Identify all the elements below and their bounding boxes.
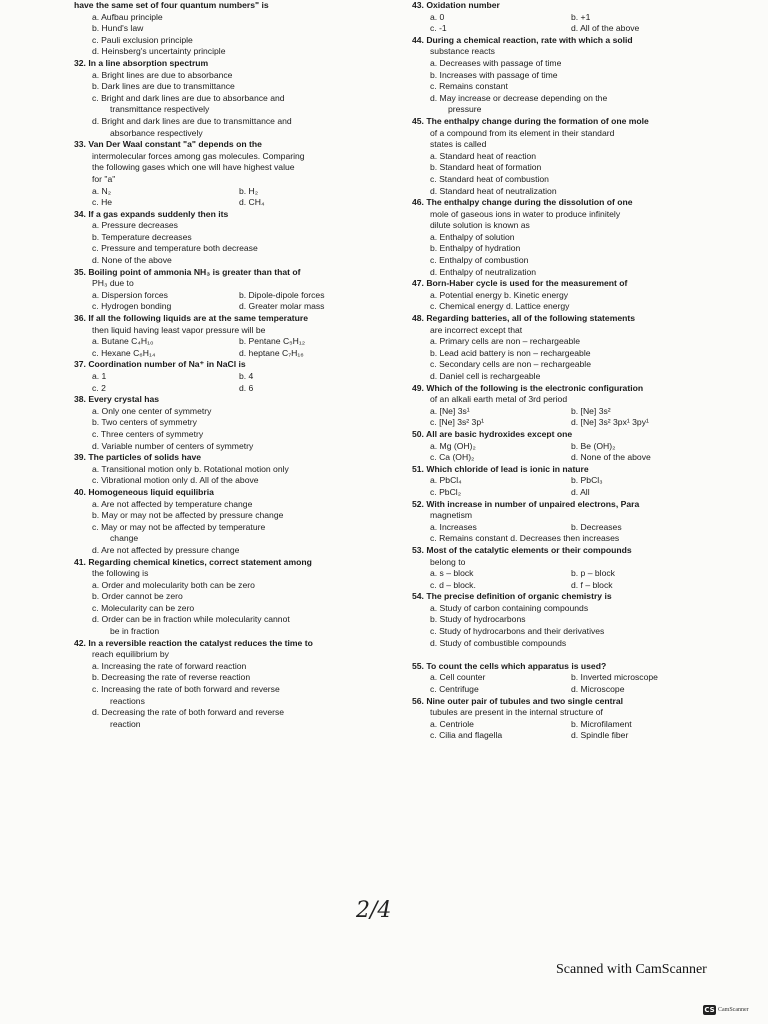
question-stem: 34. If a gas expands suddenly then its bbox=[74, 208, 229, 219]
answer-line: b. Dark lines are due to transmittance bbox=[92, 81, 235, 92]
answer-line: change bbox=[110, 533, 139, 544]
option-right: d. f – block bbox=[571, 579, 613, 590]
answer-line: c. May or may not be affected by temperature bbox=[92, 521, 266, 532]
answer-line: d. Study of combustible compounds bbox=[430, 637, 567, 648]
answer-line: tubules are present in the internal structure of bbox=[430, 707, 603, 718]
option-left: a. PbCl₄ bbox=[430, 475, 462, 486]
answer-line: a. Pressure decreases bbox=[92, 220, 178, 231]
answer-line: c. Remains constant bbox=[430, 81, 508, 92]
camscanner-name: CamScanner bbox=[718, 1007, 749, 1013]
option-pair bbox=[74, 301, 386, 313]
option-left: a. s – block bbox=[430, 568, 474, 579]
question-stem: 42. In a reversible reaction the catalyst reduces the time to bbox=[74, 637, 313, 648]
answer-line: b. Temperature decreases bbox=[92, 231, 192, 242]
answer-line: PH₃ due to bbox=[92, 278, 134, 289]
scanner-watermark: Scanned with CamScanner bbox=[556, 962, 707, 977]
answer-line: d. Decreasing the rate of both forward and reverse bbox=[92, 707, 285, 718]
option-pair bbox=[74, 197, 386, 209]
option-left: a. 0 bbox=[430, 11, 445, 22]
answer-line: intermolecular forces among gas molecules. Comparing bbox=[92, 150, 305, 161]
question-stem: 45. The enthalpy change during the formation of one mole bbox=[412, 115, 649, 126]
answer-line: states is called bbox=[430, 139, 487, 150]
answer-line: c. Secondary cells are non – rechargeable bbox=[430, 359, 591, 370]
answer-line: b. Order cannot be zero bbox=[92, 591, 183, 602]
answer-line: c. Pauli exclusion principle bbox=[92, 34, 193, 45]
answer-line: c. Vibrational motion only d. All of the above bbox=[92, 475, 259, 486]
blank-line bbox=[412, 649, 712, 661]
answer-line: mole of gaseous ions in water to produce infinitely bbox=[430, 208, 621, 219]
answer-line: d. Bright and dark lines are due to transmittance and bbox=[92, 115, 292, 126]
answer-line: the following is bbox=[92, 568, 149, 579]
answer-line: a. Aufbau principle bbox=[92, 11, 163, 22]
option-left: a. 1 bbox=[92, 371, 107, 381]
answer-line: a. Bright lines are due to absorbance bbox=[92, 69, 233, 80]
option-left: a. Butane C₄H₁₀ bbox=[92, 336, 154, 347]
question-stem: 41. Regarding chemical kinetics, correct statement among bbox=[74, 556, 312, 567]
question-stem: 43. Oxidation number bbox=[412, 0, 500, 10]
option-pair bbox=[74, 186, 386, 198]
answer-line: d. Order can be in fraction while molecularity cannot bbox=[92, 614, 290, 625]
question-stem: 51. Which chloride of lead is ionic in nature bbox=[412, 463, 589, 474]
question-stem: 33. Van Der Waal constant "a" depends on the bbox=[74, 139, 262, 150]
option-pair bbox=[412, 12, 712, 24]
option-right: b. Dipole-dipole forces bbox=[239, 289, 325, 300]
option-right: d. [Ne] 3s² 3px¹ 3py¹ bbox=[571, 417, 649, 428]
answer-line: reaction bbox=[110, 718, 141, 729]
question-stem: 54. The precise definition of organic chemistry is bbox=[412, 591, 612, 602]
question-stem: 47. Born-Haber cycle is used for the measurement of bbox=[412, 278, 628, 289]
answer-line: c. Standard heat of combustion bbox=[430, 173, 549, 184]
option-left: a. [Ne] 3s¹ bbox=[430, 405, 470, 416]
answer-line: reactions bbox=[110, 695, 145, 706]
answer-line: d. Daniel cell is rechargeable bbox=[430, 371, 541, 381]
answer-line: a. Transitional motion only b. Rotational motion only bbox=[92, 463, 289, 474]
answer-line: a. Increasing the rate of forward reaction bbox=[92, 660, 247, 671]
answer-line: c. Increasing the rate of both forward and reverse bbox=[92, 684, 280, 695]
option-right: b. [Ne] 3s² bbox=[571, 405, 611, 416]
option-pair bbox=[412, 487, 712, 499]
option-right: b. Inverted microscope bbox=[571, 672, 658, 683]
option-pair bbox=[74, 290, 386, 302]
option-pair bbox=[74, 371, 386, 383]
answer-line: a. Study of carbon containing compounds bbox=[430, 602, 589, 613]
answer-line: substance reacts bbox=[430, 46, 495, 57]
answer-line: for "a" bbox=[92, 173, 116, 184]
answer-line: pressure bbox=[448, 104, 482, 115]
option-pair bbox=[412, 475, 712, 487]
question-stem: 56. Nine outer pair of tubules and two single central bbox=[412, 695, 624, 706]
answer-line: the following gases which one will have highest value bbox=[92, 162, 295, 173]
answer-line: of a compound from its element in their standard bbox=[430, 127, 615, 138]
option-right: d. Greater molar mass bbox=[239, 301, 325, 312]
option-right: d. Microscope bbox=[571, 684, 625, 695]
page-number: 2/4 bbox=[356, 898, 392, 923]
option-pair bbox=[412, 719, 712, 731]
right-column bbox=[412, 0, 712, 742]
option-left: c. Hydrogen bonding bbox=[92, 301, 172, 312]
answer-line: a. Only one center of symmetry bbox=[92, 405, 212, 416]
option-right: d. CH₄ bbox=[239, 197, 265, 208]
answer-line: absorbance respectively bbox=[110, 127, 203, 138]
answer-line: d. None of the above bbox=[92, 255, 172, 266]
question-stem: 48. Regarding batteries, all of the following statements bbox=[412, 313, 636, 324]
option-right: d. All of the above bbox=[571, 23, 640, 34]
question-stem: 50. All are basic hydroxides except one bbox=[412, 428, 573, 439]
option-pair bbox=[412, 568, 712, 580]
option-left: c. Cilia and flagella bbox=[430, 730, 503, 741]
option-right: d. heptane C₇H₁₆ bbox=[239, 347, 304, 358]
answer-line: b. Lead acid battery is non – rechargeable bbox=[430, 347, 591, 358]
answer-line: of an alkali earth metal of 3rd period bbox=[430, 394, 568, 405]
question-stem: 38. Every crystal has bbox=[74, 394, 160, 405]
question-stem: 37. Coordination number of Na⁺ in NaCl is bbox=[74, 359, 246, 370]
answer-line: c. Molecularity can be zero bbox=[92, 602, 195, 613]
camscanner-logo bbox=[703, 1005, 749, 1015]
option-left: a. Mg (OH)₂ bbox=[430, 440, 476, 451]
answer-line: be in fraction bbox=[110, 626, 160, 637]
camscanner-icon: CS bbox=[704, 1006, 715, 1014]
answer-line: magnetism bbox=[430, 510, 473, 521]
answer-line: a. Primary cells are non – rechargeable bbox=[430, 336, 580, 347]
answer-line: b. May or may not be affected by pressure change bbox=[92, 510, 284, 521]
option-pair bbox=[412, 441, 712, 453]
option-right: d. None of the above bbox=[571, 452, 651, 463]
question-stem: 46. The enthalpy change during the dissolution of one bbox=[412, 197, 633, 208]
option-left: c. 2 bbox=[92, 382, 106, 393]
question-stem: 53. Most of the catalytic elements or their compounds bbox=[412, 544, 632, 555]
answer-line: a. Standard heat of reaction bbox=[430, 150, 537, 161]
answer-line: b. Two centers of symmetry bbox=[92, 417, 197, 428]
option-left: a. Dispersion forces bbox=[92, 289, 168, 300]
option-right: d. All bbox=[571, 486, 590, 497]
option-left: a. Cell counter bbox=[430, 672, 486, 683]
answer-line: c. Study of hydrocarbons and their derivatives bbox=[430, 626, 605, 637]
option-right: b. Be (OH)₂ bbox=[571, 440, 616, 451]
answer-line: then liquid having least vapor pressure will be bbox=[92, 324, 266, 335]
answer-line: reach equilibrium by bbox=[92, 649, 169, 660]
option-pair bbox=[412, 23, 712, 35]
answer-line: transmittance respectively bbox=[110, 104, 210, 115]
question-stem: 32. In a line absorption spectrum bbox=[74, 57, 209, 68]
answer-line: c. Three centers of symmetry bbox=[92, 428, 204, 439]
answer-line: d. Variable number of centers of symmetry bbox=[92, 440, 254, 451]
option-pair bbox=[412, 684, 712, 696]
option-left: a. Increases bbox=[430, 521, 477, 532]
answer-line: b. Standard heat of formation bbox=[430, 162, 542, 173]
answer-line: b. Study of hydrocarbons bbox=[430, 614, 526, 625]
answer-line: d. Standard heat of neutralization bbox=[430, 185, 557, 196]
option-left: c. PbCl₂ bbox=[430, 486, 462, 497]
answer-line: belong to bbox=[430, 556, 466, 567]
option-left: c. -1 bbox=[430, 23, 447, 34]
option-left: a. Centriole bbox=[430, 718, 474, 729]
option-right: b. Decreases bbox=[571, 521, 622, 532]
question-stem: 55. To count the cells which apparatus is used? bbox=[412, 660, 607, 671]
option-pair bbox=[412, 580, 712, 592]
answer-line: d. Are not affected by pressure change bbox=[92, 544, 240, 555]
answer-line: are incorrect except that bbox=[430, 324, 523, 335]
option-right: d. 6 bbox=[239, 382, 254, 393]
question-stem: 35. Boiling point of ammonia NH₃ is greater than that of bbox=[74, 266, 301, 277]
option-left: c. d – block. bbox=[430, 579, 476, 590]
option-left: c. Centrifuge bbox=[430, 684, 479, 695]
question-stem: 52. With increase in number of unpaired electrons, Para bbox=[412, 498, 640, 509]
answer-line: c. Enthalpy of combustion bbox=[430, 255, 529, 266]
question-stem: 44. During a chemical reaction, rate with which a solid bbox=[412, 34, 633, 45]
answer-line: b. Enthalpy of hydration bbox=[430, 243, 521, 254]
question-stem: 39. The particles of solids have bbox=[74, 452, 202, 463]
option-pair bbox=[412, 406, 712, 418]
option-pair bbox=[74, 383, 386, 395]
option-left: a. N₂ bbox=[92, 185, 112, 196]
option-right: b. p – block bbox=[571, 568, 615, 579]
answer-line: a. Order and molecularity both can be zero bbox=[92, 579, 255, 590]
question-stem: 36. If all the following liquids are at the same temperature bbox=[74, 313, 308, 324]
option-right: d. Spindle fiber bbox=[571, 730, 629, 741]
answer-line: b. Hund's law bbox=[92, 23, 144, 34]
option-pair bbox=[74, 336, 386, 348]
answer-line: c. Pressure and temperature both decrease bbox=[92, 243, 258, 254]
option-right: b. Pentane C₅H₁₂ bbox=[239, 336, 306, 347]
option-pair bbox=[412, 452, 712, 464]
answer-line: a. Enthalpy of solution bbox=[430, 231, 515, 242]
answer-line: dilute solution is known as bbox=[430, 220, 530, 231]
option-pair bbox=[412, 672, 712, 684]
answer-line: d. Heinsberg's uncertainty principle bbox=[92, 46, 226, 57]
answer-line: c. Remains constant d. Decreases then increases bbox=[430, 533, 620, 544]
option-pair bbox=[412, 730, 712, 742]
answer-line: a. Decreases with passage of time bbox=[430, 57, 562, 68]
option-pair bbox=[412, 522, 712, 534]
answer-line: c. Chemical energy d. Lattice energy bbox=[430, 301, 570, 312]
option-right: b. H₂ bbox=[239, 185, 259, 196]
option-pair bbox=[412, 417, 712, 429]
question-stem: 40. Homogeneous liquid equilibria bbox=[74, 486, 214, 497]
answer-line: b. Increases with passage of time bbox=[430, 69, 558, 80]
option-left: c. Ca (OH)₂ bbox=[430, 452, 475, 463]
question-stem: have the same set of four quantum numbers" is bbox=[74, 0, 269, 10]
answer-line: c. Bright and dark lines are due to absorbance and bbox=[92, 92, 285, 103]
option-left: c. He bbox=[92, 197, 113, 208]
option-left: c. [Ne] 3s² 3p¹ bbox=[430, 417, 484, 428]
option-right: b. 4 bbox=[239, 371, 254, 381]
answer-line: b. Decreasing the rate of reverse reaction bbox=[92, 672, 251, 683]
option-right: b. +1 bbox=[571, 11, 591, 22]
answer-line: d. May increase or decrease depending on the bbox=[430, 92, 608, 103]
left-column bbox=[74, 0, 386, 730]
option-right: b. PbCl₃ bbox=[571, 475, 603, 486]
answer-line: a. Are not affected by temperature change bbox=[92, 498, 253, 509]
option-pair bbox=[74, 348, 386, 360]
option-left: c. Hexane C₆H₁₄ bbox=[92, 347, 156, 358]
answer-line: a. Potential energy b. Kinetic energy bbox=[430, 289, 569, 300]
question-stem: 49. Which of the following is the electronic configuration bbox=[412, 382, 644, 393]
answer-line: d. Enthalpy of neutralization bbox=[430, 266, 537, 277]
option-right: b. Microfilament bbox=[571, 718, 632, 729]
